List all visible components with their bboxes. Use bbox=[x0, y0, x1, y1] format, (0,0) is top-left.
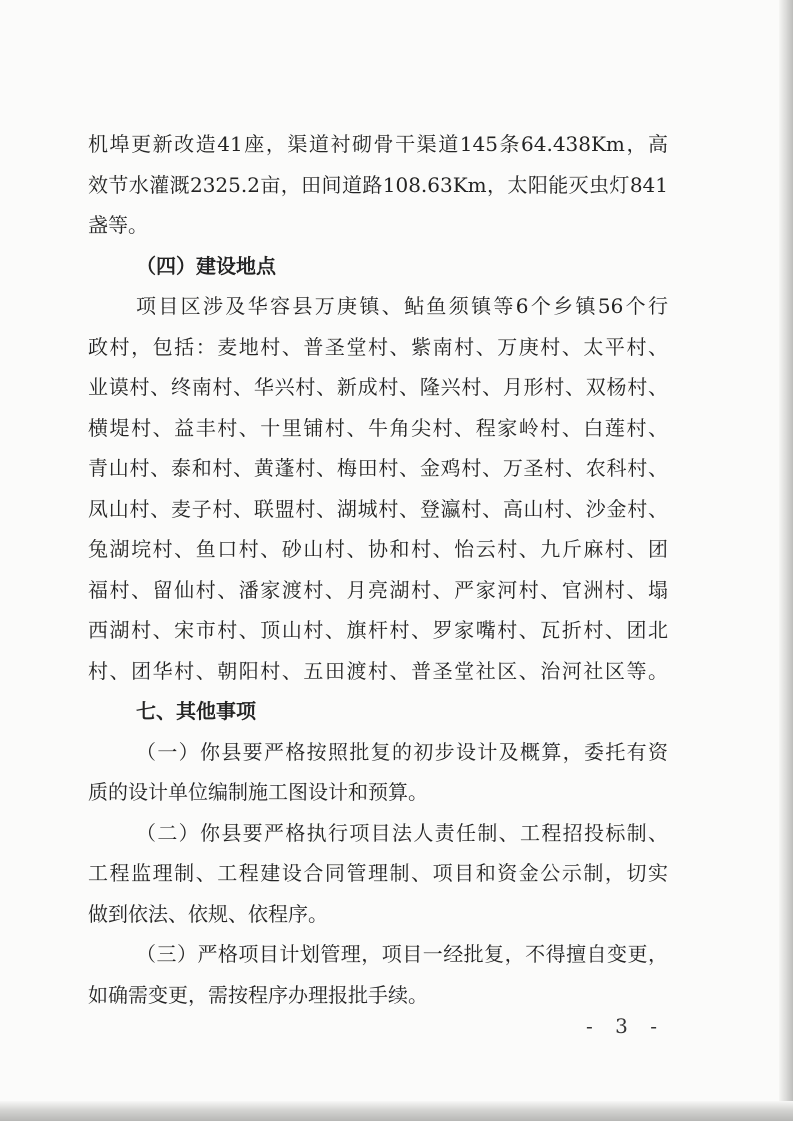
page-number: - 3 - bbox=[586, 1014, 665, 1038]
text-line: 凤山村、麦子村、联盟村、湖城村、登瀛村、高山村、沙金村、 bbox=[88, 496, 668, 521]
text-line: 机埠更新改造41座，渠道衬砌骨干渠道145条64.438Km，高 bbox=[88, 132, 668, 156]
text-line: 如确需变更，需按程序办理报批手续。 bbox=[88, 982, 428, 1007]
section-heading: 七、其他事项 bbox=[136, 699, 256, 723]
text-line: （一）你县要严格按照批复的初步设计及概算，委托有资 bbox=[136, 739, 668, 764]
text-line: 政村，包括：麦地村、普圣堂村、紫南村、万庚村、太平村、 bbox=[88, 334, 668, 359]
text-line: 效节水灌溉2325.2亩，田间道路108.63Km，太阳能灭虫灯841 bbox=[88, 172, 668, 197]
text-line: 兔湖垸村、鱼口村、砂山村、协和村、怡云村、九斤麻村、团 bbox=[88, 537, 668, 561]
text-line: 青山村、泰和村、黄蓬村、梅田村、金鸡村、万圣村、农科村、 bbox=[88, 456, 668, 480]
text-line: 质的设计单位编制施工图设计和预算。 bbox=[88, 780, 428, 804]
text-line: 横堤村、益丰村、十里铺村、牛角尖村、程家岭村、白莲村、 bbox=[88, 415, 668, 440]
scan-right-edge bbox=[779, 0, 793, 1121]
document-body bbox=[88, 124, 668, 1015]
text-line: 项目区涉及华容县万庚镇、鲇鱼须镇等6个乡镇56个行 bbox=[136, 294, 668, 318]
scan-bottom-edge bbox=[0, 1101, 793, 1121]
text-line: 做到依法、依规、依程序。 bbox=[88, 901, 328, 926]
text-line: 村、团华村、朝阳村、五田渡村、普圣堂社区、治河社区等。 bbox=[88, 658, 668, 683]
text-line: 福村、留仙村、潘家渡村、月亮湖村、严家河村、官洲村、塌 bbox=[88, 577, 668, 602]
text-line: 盏等。 bbox=[88, 213, 148, 237]
text-line: 西湖村、宋市村、顶山村、旗杆村、罗家嘴村、瓦折村、团北 bbox=[88, 618, 668, 642]
text-line: （二）你县要严格执行项目法人责任制、工程招投标制、 bbox=[136, 820, 668, 845]
section-subheading: （四）建设地点 bbox=[136, 253, 276, 278]
text-line: 业谟村、终南村、华兴村、新成村、隆兴村、月形村、双杨村、 bbox=[88, 375, 668, 399]
text-line: （三）严格项目计划管理，项目一经批复，不得擅自变更， bbox=[136, 942, 668, 966]
text-line: 工程监理制、工程建设合同管理制、项目和资金公示制，切实 bbox=[88, 861, 668, 885]
